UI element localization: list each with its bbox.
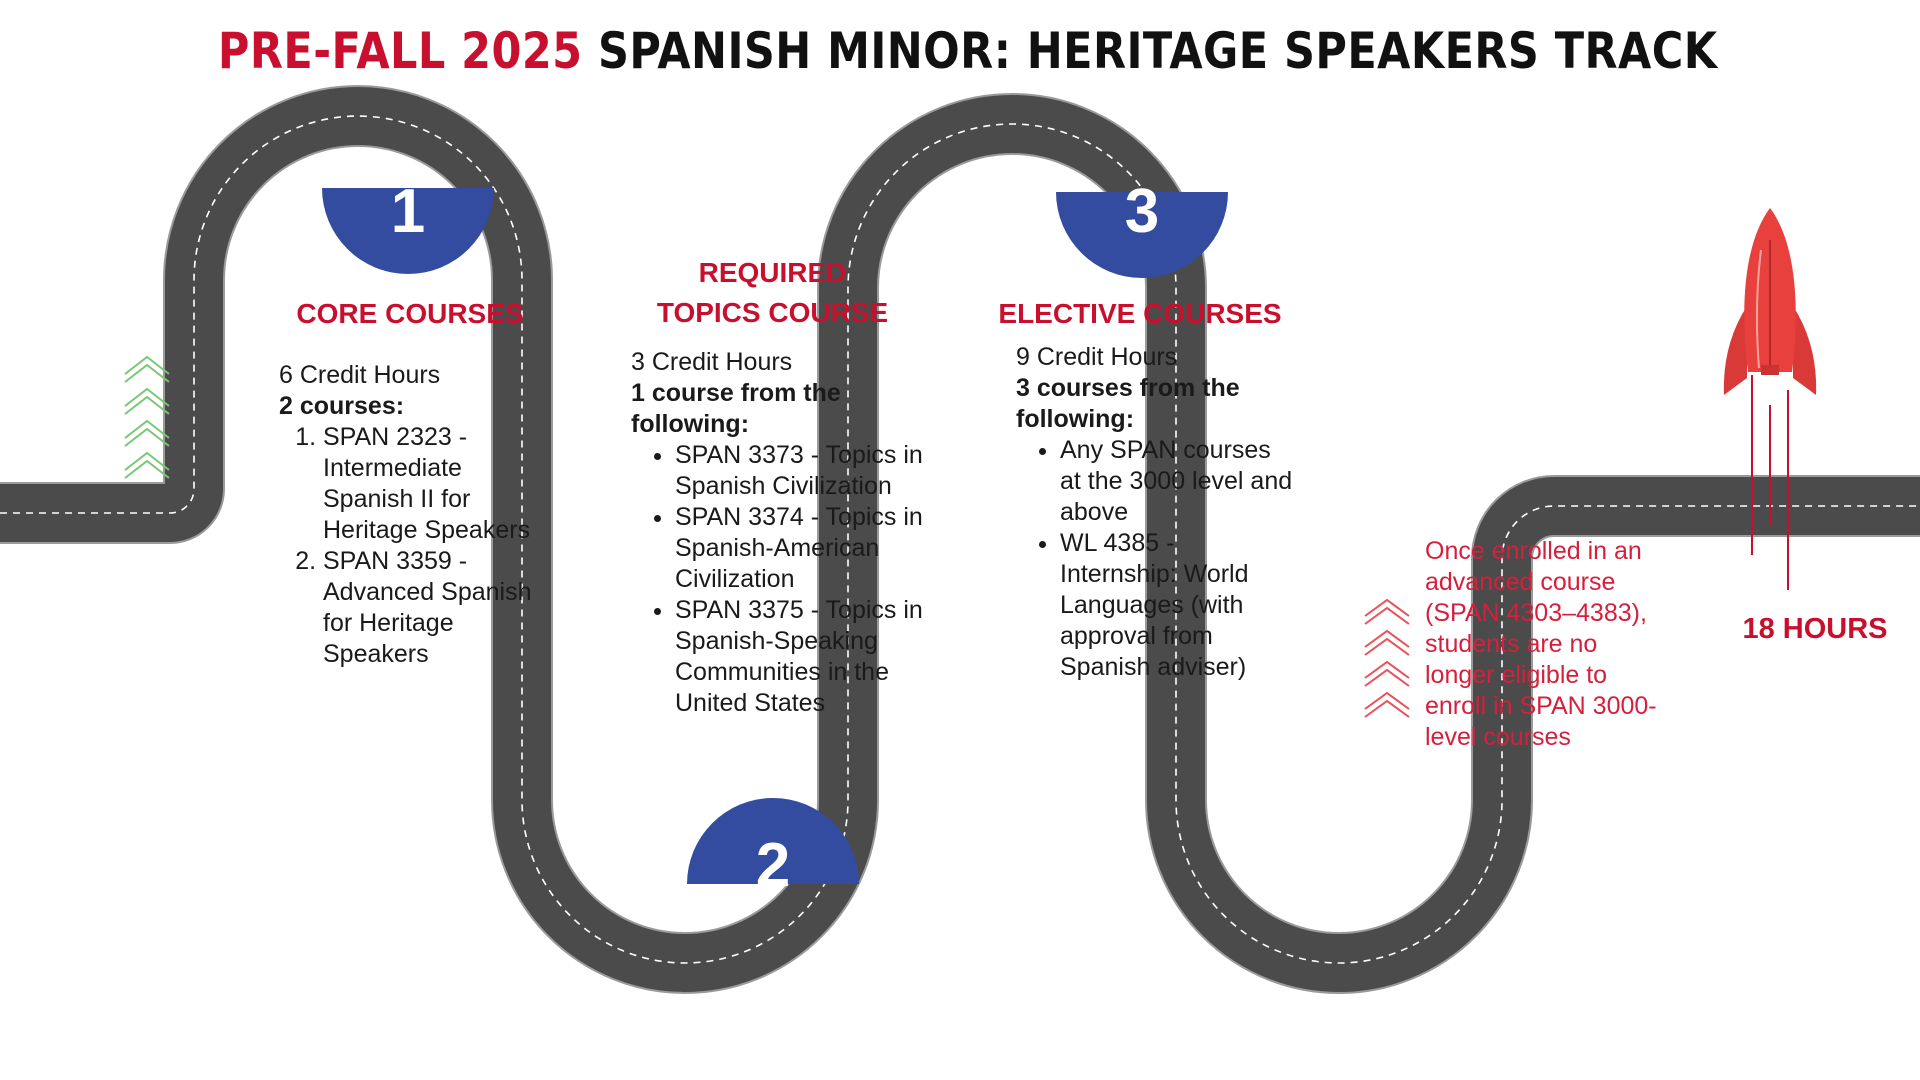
step-1-number: 1: [390, 177, 426, 246]
credit-hours: 3 Credit Hours: [631, 348, 793, 376]
elective-courses-heading: ELECTIVE COURSES: [998, 298, 1282, 329]
list-item: • Any SPAN courses at the 3000 level and above: [1060, 435, 1296, 528]
course-count: 2 courses:: [279, 392, 405, 420]
list-item: 2. SPAN 3359 - Advanced Spanish for Heritage Speakers: [323, 546, 549, 670]
red-chevron-arrows-icon: [1365, 600, 1409, 717]
heading-line-1: REQUIRED: [698, 257, 847, 288]
topics-course-list: [631, 440, 931, 719]
elective-course-list: [1016, 435, 1296, 683]
step-3-number: 3: [1124, 177, 1160, 246]
page-title: [142, 22, 1793, 80]
list-item: • WL 4385 - Internship: World Languages (with approval from Spanish adviser): [1060, 528, 1296, 683]
list-item: • SPAN 3373 - Topics in Spanish Civilization: [675, 440, 931, 502]
title-rest: SPANISH MINOR: HERITAGE SPEAKERS TRACK: [597, 22, 1718, 80]
green-chevron-arrows-icon: [125, 357, 169, 478]
eligibility-note: Once enrolled in an advanced course (SPAN 4303–4383), students are no longer eligible to enroll in SPAN 3000-level courses: [1425, 537, 1657, 751]
list-item: • SPAN 3375 - Topics in Spanish-Speaking Communities in the United States: [675, 595, 931, 719]
core-courses-block: [279, 360, 549, 670]
core-courses-heading: CORE COURSES: [296, 298, 524, 329]
required-topics-heading: [640, 253, 905, 333]
credit-hours: 9 Credit Hours: [1016, 343, 1178, 371]
heading-line-2: TOPICS COURSE: [656, 297, 889, 328]
credit-hours: 6 Credit Hours: [279, 361, 441, 389]
course-count: 3 courses from the following:: [1016, 374, 1240, 433]
list-item: • SPAN 3374 - Topics in Spanish-American Civilization: [675, 502, 931, 595]
list-item: 1. SPAN 2323 - Intermediate Spanish II for Heritage Speakers: [323, 422, 549, 546]
required-topics-block: [631, 347, 931, 719]
total-hours-label: 18 HOURS: [1742, 613, 1888, 645]
title-highlight: PRE-FALL 2025: [217, 22, 583, 80]
course-count: 1 course from the following:: [631, 379, 841, 438]
step-2-number: 2: [755, 831, 791, 900]
core-course-list: [279, 422, 549, 670]
elective-courses-block: [1016, 342, 1296, 683]
